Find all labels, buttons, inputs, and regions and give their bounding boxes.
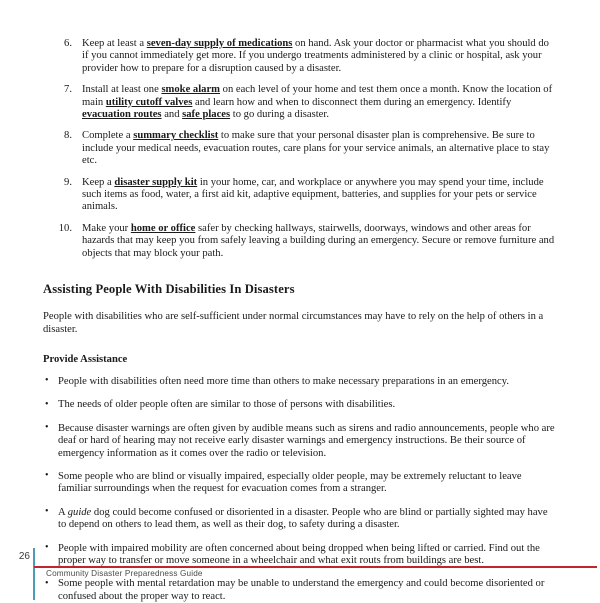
text-run: in your home, car, and workplace or anywhere you may spend your time, include such items as food, water, a first aid kit, adaptive equipment, batteries, and supplies for your pets or service animals. — [82, 176, 544, 213]
list-item-number: 9. — [64, 176, 72, 188]
bullet-item-text — [58, 423, 555, 459]
bullet-list-item — [43, 507, 557, 532]
bullet-marker-icon: • — [45, 506, 49, 518]
footer-vertical-bar — [33, 548, 35, 600]
section-heading: Assisting People With Disabilities In Disasters — [43, 282, 295, 297]
footer-title: Community Disaster Preparedness Guide — [46, 569, 203, 578]
text-run: to make sure that your personal disaster plan is comprehensive. Be sure to include your medical needs, evacuation routes, care plans for your service animals, an alternative place to stay etc. — [82, 130, 550, 167]
bullet-item-text — [58, 399, 395, 410]
section-intro-paragraph: People with disabilities who are self-sufficient under normal circumstances may have to rely on the help of others in a disaster. — [43, 311, 544, 335]
bullet-list-item — [43, 543, 557, 568]
text-run: safer by checking hallways, stairwells, doorways, windows and other areas for hazards that may keep you from safely leaving a building during an emergency. Secure or remove furniture and objects that may block your path. — [82, 222, 555, 259]
list-item-number: 10. — [58, 222, 72, 234]
sub-heading-provide-assistance: Provide Assistance — [43, 353, 128, 365]
bullet-item-text — [58, 543, 540, 566]
bullet-list-item — [43, 471, 557, 496]
emphasized-term: seven-day supply of medications — [146, 38, 293, 49]
list-item-text — [82, 177, 544, 213]
emphasized-term: safe places — [182, 109, 231, 121]
bullet-marker-icon: • — [45, 542, 49, 554]
emphasized-term: utility cutoff valves — [105, 96, 193, 108]
emphasized-term: evacuation routes — [82, 109, 162, 121]
bullet-marker-icon: • — [45, 422, 49, 434]
bullet-item-text — [58, 578, 544, 601]
text-run: to go during a disaster. — [230, 109, 329, 121]
text-run: Keep at least a — [82, 38, 147, 49]
numbered-list-item — [43, 177, 557, 214]
list-item-number: 6. — [64, 38, 72, 49]
text-run: Install at least one — [82, 84, 162, 96]
list-item-number: 7. — [64, 84, 72, 96]
text-run: People with impaired mobility are often concerned about being dropped when being lifted or carried. Find out the proper way to transfer or move someone in a wheelchair and what exit routs from buildings are best. — [58, 542, 540, 566]
text-run: Make your — [82, 222, 131, 234]
numbered-list-item — [43, 38, 557, 75]
emphasized-term: home or office — [130, 222, 196, 234]
italic-term: guide — [67, 506, 92, 518]
numbered-list-item — [43, 223, 557, 260]
list-item-text — [82, 84, 552, 120]
emphasized-term: smoke alarm — [161, 84, 220, 96]
list-item-number: 8. — [64, 130, 72, 142]
text-run: Some people who are blind or visually impaired, especially older people, may be extremely reluctant to leave familiar surroundings when the request for evacuation comes from a stranger. — [58, 470, 522, 495]
footer-horizontal-rule — [34, 566, 597, 568]
page-content — [43, 38, 557, 603]
bullet-list-item — [43, 399, 557, 411]
bullet-marker-icon: • — [45, 375, 49, 387]
text-run: People with disabilities often need more time than others to make necessary preparations in an emergency. — [58, 375, 509, 387]
text-run: on hand. Ask your doctor or pharmacist what you should do if you cannot immediately get more. If you undergo treatments administered by a clinic or hospital, ask your provider how to prepare for a disruption caused by a disaster. — [82, 38, 549, 74]
bullet-item-text — [58, 376, 509, 387]
bullet-list-item — [43, 423, 557, 460]
bullet-marker-icon: • — [45, 577, 49, 589]
text-run: Complete a — [82, 130, 134, 142]
text-run: and learn how and when to disconnect them during an emergency. Identify — [192, 96, 512, 108]
text-run: dog could become confused or disoriented in a disaster. People who are blind or partially sighted may have to depend on others to lead them, as well as their dog, to safety during a disaster. — [58, 506, 548, 531]
bullet-item-text — [58, 471, 522, 494]
text-run: Keep a — [82, 176, 115, 188]
page-number: 26 — [18, 551, 30, 562]
list-item-text — [82, 38, 549, 74]
bullet-marker-icon: • — [45, 398, 49, 410]
bullet-item-text — [58, 507, 548, 530]
numbered-list-item — [43, 130, 557, 167]
numbered-list-item — [43, 84, 557, 121]
numbered-list — [43, 38, 557, 260]
text-run: and — [161, 109, 183, 121]
text-run: Some people with mental retardation may be unable to understand the emergency and could become disoriented or confused about the proper way to react. — [58, 578, 545, 602]
list-item-text — [82, 130, 549, 166]
emphasized-term: disaster supply kit — [114, 176, 198, 188]
bullet-list-item — [43, 376, 557, 388]
text-run: Because disaster warnings are often given by audible means such as sirens and radio announcements, people who are deaf or hard of hearing may not receive early disaster warnings and emergency instructions. Be their source of emergency information as it comes over the radio or television. — [58, 422, 555, 459]
emphasized-term: summary checklist — [133, 130, 219, 142]
bullet-list-item — [43, 578, 557, 603]
text-run: A — [58, 506, 68, 518]
text-run: on each level of your home and test them once a month. Know the location of main — [82, 84, 553, 108]
bullet-marker-icon: • — [45, 470, 49, 482]
list-item-text — [82, 223, 554, 259]
text-run: The needs of older people often are similar to those of persons with disabilities. — [58, 399, 396, 411]
